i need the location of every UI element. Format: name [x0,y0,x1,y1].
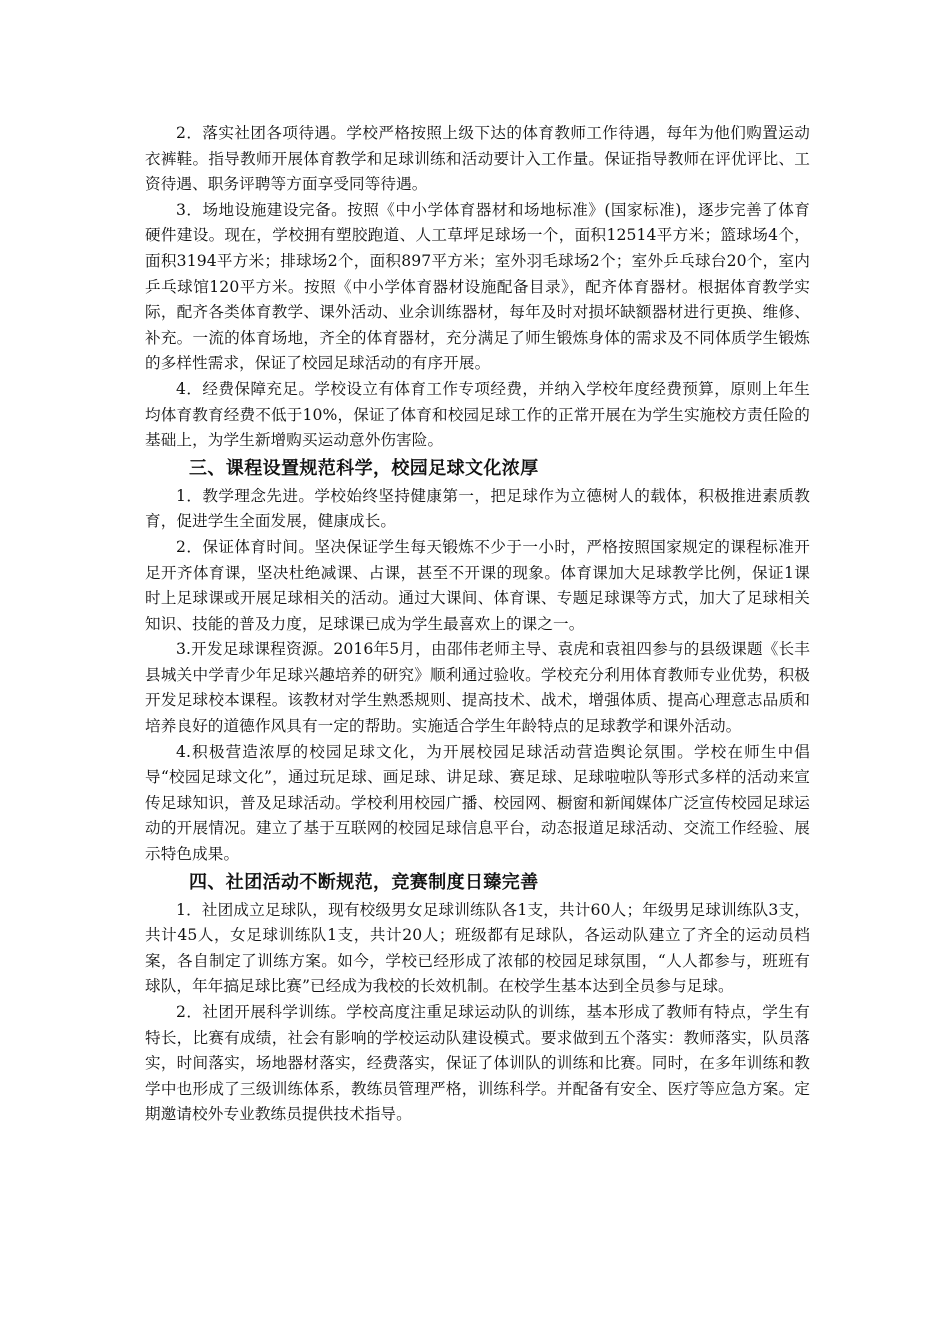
paragraph-football-culture: 4.积极营造浓厚的校园足球文化，为开展校园足球活动营造舆论氛围。学校在师生中倡导“校园足球文化”，通过玩足球、画足球、讲足球、赛足球、足球啦啦队等形式多样的活动来宣传足球知识，普及足球活动。学校利用校园广播、校园网、橱窗和新闻媒体广泛宣传校园足球运动的开展情况。建立了基于互联网的校园足球信息平台，动态报道足球活动、交流工作经验、展示特色成果。 [145,742,810,864]
paragraph-funding-guarantee: 4．经费保障充足。学校设立有体育工作专项经费，并纳入学校年度经费预算，原则上年生均体育教育经费不低于10%，保证了体育和校园足球工作的正常开展在为学生实施校方责任险的基础上，为学生新增购买运动意外伤害险。 [145,379,810,450]
paragraph-pe-time: 2．保证体育时间。坚决保证学生每天锻炼不少于一小时，严格按照国家规定的课程标准开足开齐体育课，坚决杜绝减课、占课，甚至不开课的现象。体育课加大足球教学比例，保证1课时上足球课或开展足球相关的活动。通过大课间、体育课、专题足球课等方式，加大了足球相关知识、技能的普及力度，足球课已成为学生最喜欢上的课之一。 [145,537,810,633]
paragraph-teaching-philosophy: 1．教学理念先进。学校始终坚持健康第一，把足球作为立德树人的载体，积极推进素质教育，促进学生全面发展，健康成长。 [145,486,810,531]
paragraph-scientific-training: 2．社团开展科学训练。学校高度注重足球运动队的训练，基本形成了教师有特点，学生有特长，比赛有成绩，社会有影响的学校运动队建设模式。要求做到五个落实：教师落实，队员落实，时间落实，场地器材落实，经费落实，保证了体训队的训练和比赛。同时，在多年训练和教学中也形成了三级训练体系，教练员管理严格，训练科学。并配备有安全、医疗等应急方案。定期邀请校外专业教练员提供技术指导。 [145,1003,810,1124]
section-heading-curriculum: 三、课程设置规范科学，校园足球文化浓厚 [189,457,539,479]
paragraph-venue-facilities: 3．场地设施建设完备。按照《中小学体育器材和场地标准》(国家标准)，逐步完善了体育硬件建设。现在，学校拥有塑胶跑道、人工草坪足球场一个，面积12514平方米；篮球场4个，面积3194平方米；排球场2个，面积897平方米；室外羽毛球场2个；室外乒乓球台20个，室内乒乓球馆120平方米。按照《中小学体育器材设施配备目录》，配齐体育器材。根据体育教学实际，配齐各类体育教学、课外活动、业余训练器材，每年及时对损坏缺额器材进行更换、维修、补充。一流的体育场地，齐全的体育器材，充分满足了师生锻炼身体的需求及不同体质学生锻炼的多样性需求，保证了校园足球活动的有序开展。 [145,200,810,373]
paragraph-social-club-treatment: 2．落实社团各项待遇。学校严格按照上级下达的体育教师工作待遇，每年为他们购置运动衣裤鞋。指导教师开展体育教学和足球训练和活动要计入工作量。保证指导教师在评优评比、工资待遇、职务评聘等方面享受同等待遇。 [145,124,810,194]
section-heading-club-activities: 四、社团活动不断规范，竞赛制度日臻完善 [189,871,539,893]
paragraph-football-teams: 1．社团成立足球队，现有校级男女足球训练队各1支，共计60人；年级男足球训练队3支，共计45人，女足球训练队1支，共计20人；班级都有足球队，各运动队建立了齐全的运动员档案，各自制定了训练方案。如今，学校已经形成了浓郁的校园足球氛围，“人人都参与，班班有球队，年年搞足球比赛”已经成为我校的长效机制。在校学生基本达到全员参与足球。 [145,900,810,996]
paragraph-course-resources: 3.开发足球课程资源。2016年5月，由邵伟老师主导、袁虎和袁祖四参与的县级课题《长丰县城关中学青少年足球兴趣培养的研究》顺利通过验收。学校充分利用体育教师专业优势，积极开发足球校本课程。该教材对学生熟悉规则、提高技术、战术，增强体质、提高心理意志品质和培养良好的道德作风具有一定的帮助。实施适合学生年龄特点的足球教学和课外活动。 [145,640,810,736]
document-page [145,121,810,1128]
